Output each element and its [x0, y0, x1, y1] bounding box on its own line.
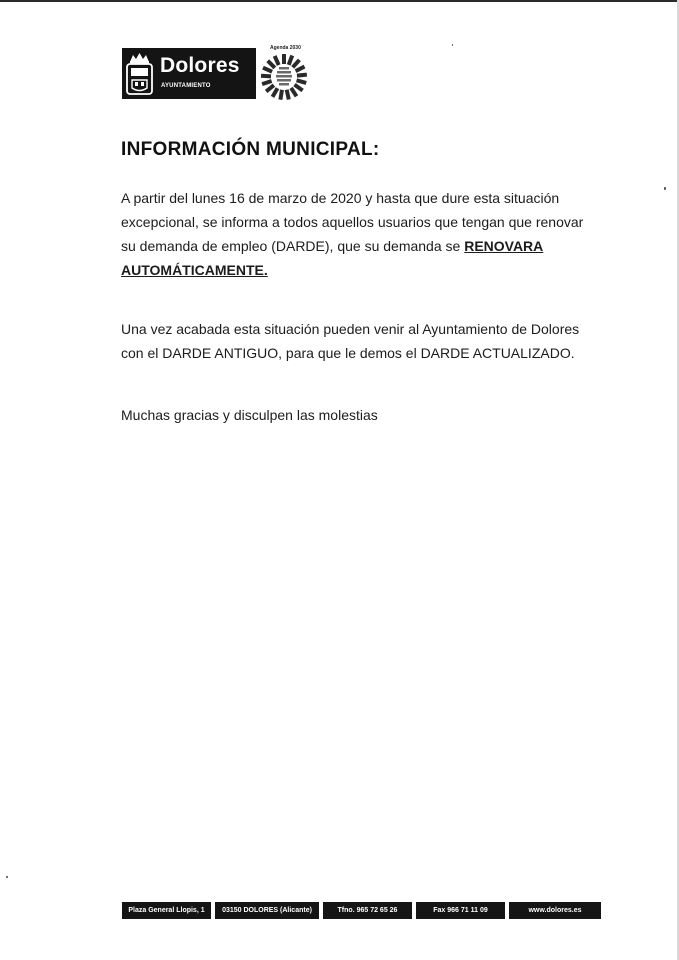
logo-subtitle: AYUNTAMIENTO: [161, 83, 211, 89]
footer-address: Plaza General Llopis, 1: [122, 902, 211, 919]
paragraph-renovation: [121, 186, 601, 282]
footer-contact-bar: [122, 902, 601, 919]
footer-website: www.dolores.es: [509, 902, 601, 919]
municipal-crest-icon: [126, 52, 153, 95]
paragraph-thanks: Muchas gracias y disculpen las molestias: [121, 407, 378, 423]
scan-speck: [6, 876, 8, 878]
footer-city: 03150 DOLORES (Alicante): [215, 902, 319, 919]
logo-name: Dolores: [160, 54, 240, 77]
dolores-logo: [122, 48, 256, 99]
footer-phone: Tfno. 965 72 65 26: [323, 902, 412, 919]
page-title: INFORMACIÓN MUNICIPAL:: [121, 139, 380, 160]
page-border-top: [0, 0, 679, 2]
footer-fax: Fax 966 71 11 09: [416, 902, 505, 919]
scan-speck: [452, 44, 453, 46]
renovation-emphasis: RENOVARA AUTOMÁTICAMENTE.: [121, 238, 544, 278]
agenda-2030-wheel-icon: [258, 46, 310, 102]
paragraph-renovation-text: A partir del lunes 16 de marzo de 2020 y hasta que dure esta situación excepcional, se informa a todos aquellos usuarios que tengan que renovar su demanda de empleo (DARDE), que su demanda se: [121, 190, 584, 254]
agenda-label: Agenda 2030: [270, 45, 301, 51]
scan-speck: [664, 187, 666, 190]
paragraph-darde: Una vez acabada esta situación pueden venir al Ayuntamiento de Dolores con el DARDE ANTIGUO, para que le demos el DARDE ACTUALIZADO.: [121, 321, 580, 361]
